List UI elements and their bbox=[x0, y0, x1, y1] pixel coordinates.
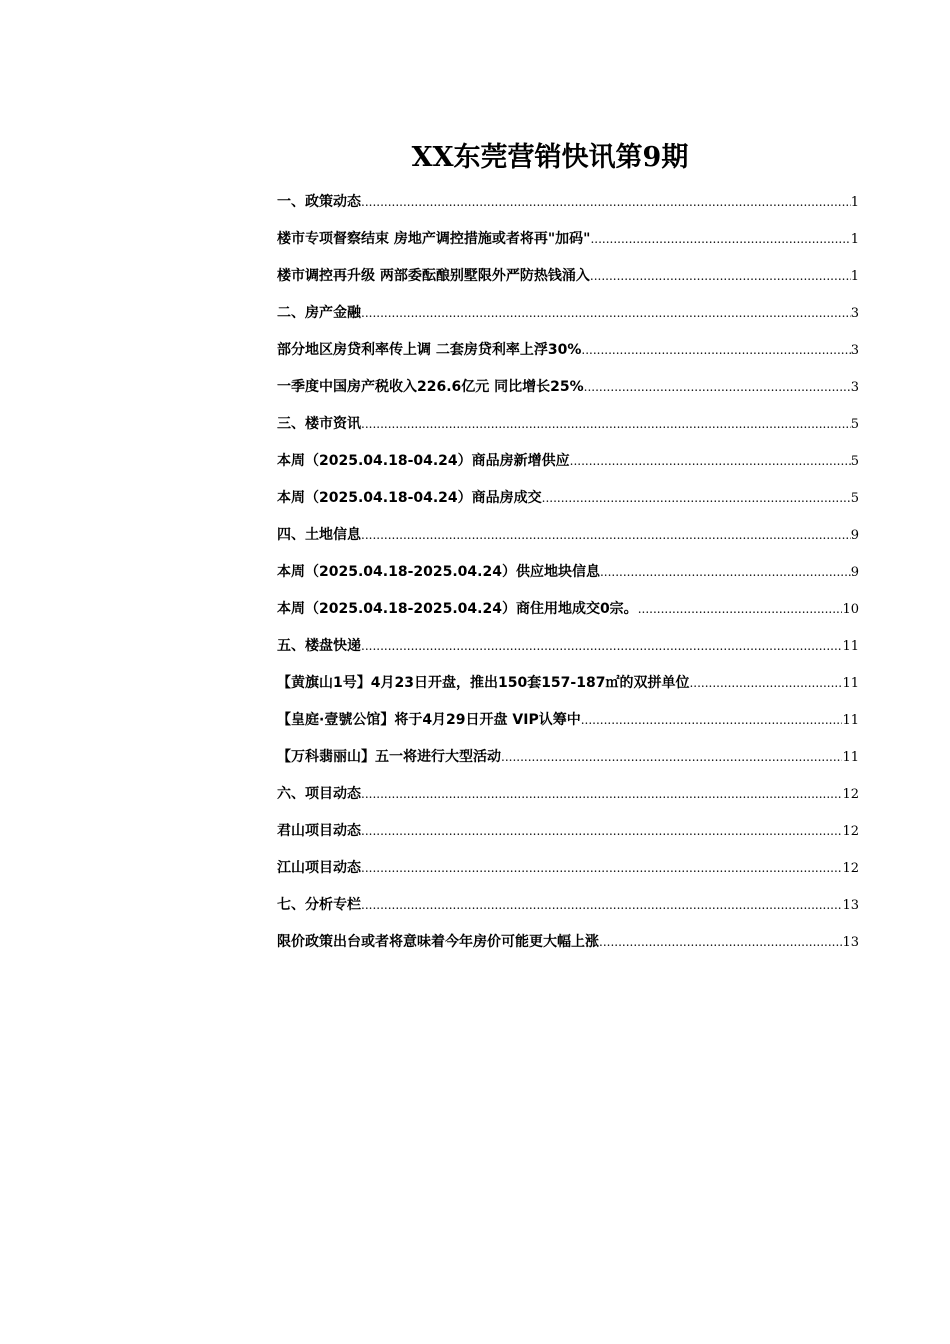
toc-dot-leader bbox=[361, 628, 842, 665]
toc-page-number: 11 bbox=[842, 639, 859, 654]
toc-page-number: 10 bbox=[842, 602, 859, 617]
toc-entry-text: 部分地区房贷利率传上调 二套房贷利率上浮30% bbox=[277, 342, 582, 358]
toc-entry[interactable] bbox=[277, 221, 859, 258]
table-of-contents bbox=[277, 184, 859, 961]
toc-entry[interactable] bbox=[277, 517, 859, 554]
toc-page-number: 13 bbox=[842, 935, 859, 950]
toc-dot-leader bbox=[581, 702, 843, 739]
toc-entry[interactable] bbox=[277, 628, 859, 665]
toc-entry-text: 四、土地信息 bbox=[277, 527, 361, 543]
toc-dot-leader bbox=[600, 554, 851, 591]
toc-entry-text: 君山项目动态 bbox=[277, 823, 361, 839]
toc-page-number: 3 bbox=[850, 306, 859, 321]
toc-entry-text: 楼市调控再升级 两部委酝酿别墅限外严防热钱涌入 bbox=[277, 268, 590, 284]
toc-dot-leader bbox=[361, 184, 851, 221]
toc-entry[interactable] bbox=[277, 258, 859, 295]
toc-page-number: 12 bbox=[842, 824, 859, 839]
toc-page-number: 9 bbox=[850, 528, 859, 543]
toc-dot-leader bbox=[581, 332, 850, 369]
toc-page-number: 11 bbox=[842, 713, 859, 728]
toc-entry-text: 一、政策动态 bbox=[277, 194, 361, 210]
toc-entry[interactable] bbox=[277, 850, 859, 887]
toc-entry-text: 江山项目动态 bbox=[277, 860, 361, 876]
toc-entry[interactable] bbox=[277, 813, 859, 850]
toc-entry-text: 七、分析专栏 bbox=[277, 897, 361, 913]
toc-entry-text: 三、楼市资讯 bbox=[277, 416, 361, 432]
toc-entry[interactable] bbox=[277, 406, 859, 443]
toc-entry-text: 一季度中国房产税收入226.6亿元 同比增长25% bbox=[277, 379, 584, 395]
toc-entry[interactable] bbox=[277, 887, 859, 924]
toc-dot-leader bbox=[361, 406, 851, 443]
toc-page-number: 1 bbox=[850, 232, 859, 247]
toc-entry-text: 【黄旗山1号】4月23日开盘，推出150套157-187㎡的双拼单位 bbox=[277, 675, 690, 691]
toc-entry-text: 本周（2025.04.18-04.24）商品房新增供应 bbox=[277, 453, 570, 469]
toc-dot-leader bbox=[361, 517, 851, 554]
toc-entry-text: 二、房产金融 bbox=[277, 305, 361, 321]
toc-entry[interactable] bbox=[277, 295, 859, 332]
toc-entry-text: 本周（2025.04.18-2025.04.24）供应地块信息 bbox=[277, 564, 600, 580]
toc-entry-text: 五、楼盘快递 bbox=[277, 638, 361, 654]
toc-dot-leader bbox=[501, 739, 842, 776]
toc-page-number: 5 bbox=[850, 491, 859, 506]
toc-dot-leader bbox=[542, 480, 851, 517]
toc-page-number: 3 bbox=[850, 380, 859, 395]
toc-page-number: 13 bbox=[842, 898, 859, 913]
toc-entry[interactable] bbox=[277, 924, 859, 961]
toc-dot-leader bbox=[584, 369, 851, 406]
toc-entry-text: 楼市专项督察结束 房地产调控措施或者将再"加码" bbox=[277, 231, 591, 247]
toc-page-number: 5 bbox=[850, 417, 859, 432]
toc-page-number: 11 bbox=[842, 676, 859, 691]
toc-entry-text: 六、项目动态 bbox=[277, 786, 361, 802]
toc-dot-leader bbox=[361, 776, 842, 813]
toc-entry[interactable] bbox=[277, 665, 859, 702]
toc-entry[interactable] bbox=[277, 369, 859, 406]
toc-page-number: 3 bbox=[850, 343, 859, 358]
toc-page-number: 5 bbox=[850, 454, 859, 469]
toc-dot-leader bbox=[689, 665, 842, 702]
toc-entry-text: 本周（2025.04.18-2025.04.24）商住用地成交0宗。 bbox=[277, 601, 638, 617]
toc-page-number: 1 bbox=[850, 195, 859, 210]
toc-entry[interactable] bbox=[277, 443, 859, 480]
toc-entry[interactable] bbox=[277, 332, 859, 369]
toc-dot-leader bbox=[599, 924, 842, 961]
toc-page-number: 9 bbox=[850, 565, 859, 580]
toc-entry-text: 本周（2025.04.18-04.24）商品房成交 bbox=[277, 490, 542, 506]
toc-entry[interactable] bbox=[277, 776, 859, 813]
toc-dot-leader bbox=[570, 443, 851, 480]
toc-page-number: 11 bbox=[842, 750, 859, 765]
toc-entry[interactable] bbox=[277, 702, 859, 739]
toc-dot-leader bbox=[590, 221, 850, 258]
document-title: XX东莞营销快讯第9期 bbox=[411, 142, 689, 173]
toc-entry[interactable] bbox=[277, 184, 859, 221]
toc-entry[interactable] bbox=[277, 591, 859, 628]
toc-dot-leader bbox=[361, 295, 851, 332]
toc-page-number: 12 bbox=[842, 861, 859, 876]
toc-entry[interactable] bbox=[277, 739, 859, 776]
toc-dot-leader bbox=[638, 591, 843, 628]
toc-dot-leader bbox=[361, 887, 842, 924]
toc-page-number: 12 bbox=[842, 787, 859, 802]
toc-entry[interactable] bbox=[277, 480, 859, 517]
toc-entry[interactable] bbox=[277, 554, 859, 591]
toc-dot-leader bbox=[361, 850, 842, 887]
toc-dot-leader bbox=[590, 258, 851, 295]
toc-page-number: 1 bbox=[850, 269, 859, 284]
toc-entry-text: 限价政策出台或者将意味着今年房价可能更大幅上涨 bbox=[277, 934, 599, 950]
toc-entry-text: 【万科翡丽山】五一将进行大型活动 bbox=[277, 749, 501, 765]
toc-dot-leader bbox=[361, 813, 842, 850]
toc-entry-text: 【皇庭·壹號公馆】将于4月29日开盘 VIP认筹中 bbox=[277, 712, 581, 728]
